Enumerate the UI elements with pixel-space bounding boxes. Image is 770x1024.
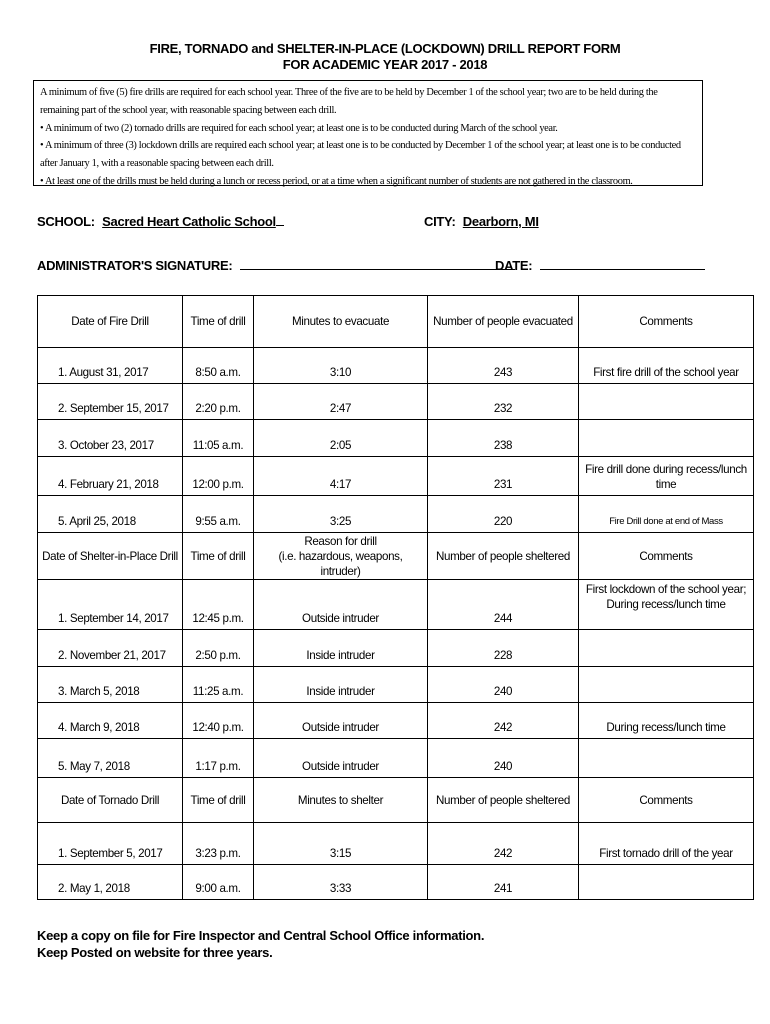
table-row: [38, 703, 754, 739]
date-label: DATE:: [495, 258, 533, 273]
shelter-header-people: Number of people sheltered: [428, 533, 579, 580]
fire-comment[interactable]: [579, 384, 754, 420]
fire-comment[interactable]: Fire drill done during recess/lunch time: [579, 457, 754, 496]
tornado-header-people: Number of people sheltered: [428, 778, 579, 823]
shelter-date[interactable]: 1. September 14, 2017: [38, 580, 183, 630]
fire-people[interactable]: 231: [428, 457, 579, 496]
fire-date[interactable]: 4. February 21, 2018: [38, 457, 183, 496]
shelter-people[interactable]: 242: [428, 703, 579, 739]
shelter-reason[interactable]: Inside intruder: [254, 667, 428, 703]
shelter-people[interactable]: 244: [428, 580, 579, 630]
table-row: [38, 630, 754, 667]
fire-people[interactable]: 232: [428, 384, 579, 420]
fire-minutes[interactable]: 4:17: [254, 457, 428, 496]
tornado-comment[interactable]: First tornado drill of the year: [579, 823, 754, 865]
fire-time[interactable]: 9:55 a.m.: [183, 496, 254, 533]
requirement-tornado: • A minimum of two (2) tornado drills are required for each school year; at least one is to be conducted during March of the school year.: [40, 122, 558, 134]
fire-header-comments: Comments: [579, 296, 754, 348]
table-row: [38, 420, 754, 457]
fire-time[interactable]: 12:00 p.m.: [183, 457, 254, 496]
fire-header-minutes: Minutes to evacuate: [254, 296, 428, 348]
fire-people[interactable]: 220: [428, 496, 579, 533]
tornado-header-minutes: Minutes to shelter: [254, 778, 428, 823]
tornado-header-time: Time of drill: [183, 778, 254, 823]
shelter-time[interactable]: 2:50 p.m.: [183, 630, 254, 667]
school-label: SCHOOL:: [37, 214, 95, 229]
tornado-time[interactable]: 9:00 a.m.: [183, 865, 254, 900]
school-value[interactable]: Sacred Heart Catholic School: [102, 214, 276, 229]
shelter-comment[interactable]: [579, 630, 754, 667]
table-row: [38, 384, 754, 420]
fire-header-people: Number of people evacuated: [428, 296, 579, 348]
shelter-reason[interactable]: Outside intruder: [254, 580, 428, 630]
fire-time[interactable]: 2:20 p.m.: [183, 384, 254, 420]
table-row: [38, 496, 754, 533]
fire-header-row: [38, 296, 754, 348]
fire-minutes[interactable]: 2:05: [254, 420, 428, 457]
shelter-reason[interactable]: Outside intruder: [254, 739, 428, 778]
city-value[interactable]: Dearborn, MI: [462, 214, 539, 229]
shelter-time[interactable]: 1:17 p.m.: [183, 739, 254, 778]
tornado-header-comments: Comments: [579, 778, 754, 823]
shelter-comment[interactable]: During recess/lunch time: [579, 703, 754, 739]
table-row: [38, 667, 754, 703]
shelter-header-date: Date of Shelter-in-Place Drill: [38, 533, 183, 580]
tornado-date[interactable]: 1. September 5, 2017: [38, 823, 183, 865]
fire-minutes[interactable]: 3:10: [254, 348, 428, 384]
shelter-date[interactable]: 5. May 7, 2018: [38, 739, 183, 778]
table-row: [38, 865, 754, 900]
footer-notes: [37, 927, 484, 961]
fire-people[interactable]: 243: [428, 348, 579, 384]
requirement-lockdown: • A minimum of three (3) lockdown drills are required each school year; at least one is to be conducted by December 1 of the school year; at least one is to be conducted after January 1, with a reasonable spacing between each drill.: [40, 140, 681, 170]
fire-people[interactable]: 238: [428, 420, 579, 457]
shelter-date[interactable]: 2. November 21, 2017: [38, 630, 183, 667]
shelter-comment[interactable]: First lockdown of the school year; During recess/lunch time: [579, 580, 754, 630]
school-underline: [276, 215, 284, 226]
requirements-box: [33, 80, 703, 186]
shelter-time[interactable]: 12:45 p.m.: [183, 580, 254, 630]
tornado-header-date: Date of Tornado Drill: [38, 778, 183, 823]
tornado-comment[interactable]: [579, 865, 754, 900]
shelter-comment[interactable]: [579, 667, 754, 703]
fire-comment[interactable]: [579, 420, 754, 457]
drill-report-table: [37, 295, 754, 900]
table-row: [38, 580, 754, 630]
shelter-header-reason: [254, 533, 428, 580]
shelter-reason[interactable]: Inside intruder: [254, 630, 428, 667]
shelter-header-row: [38, 533, 754, 580]
date-field: [495, 258, 705, 273]
fire-time[interactable]: 8:50 a.m.: [183, 348, 254, 384]
footer-line-2: Keep Posted on website for three years.: [37, 945, 273, 960]
shelter-time[interactable]: 11:25 a.m.: [183, 667, 254, 703]
requirement-lunch: • At least one of the drills must be held during a lunch or recess period, or at a time when a significant number of students are not gathered in the classroom.: [40, 175, 633, 187]
tornado-people[interactable]: 242: [428, 823, 579, 865]
shelter-header-reason-line2: (i.e. hazardous, weapons, intruder): [278, 549, 403, 578]
city-field: [424, 214, 539, 229]
shelter-header-comments: Comments: [579, 533, 754, 580]
shelter-reason[interactable]: Outside intruder: [254, 703, 428, 739]
fire-minutes[interactable]: 2:47: [254, 384, 428, 420]
shelter-people[interactable]: 240: [428, 667, 579, 703]
school-field: [37, 214, 284, 229]
tornado-time[interactable]: 3:23 p.m.: [183, 823, 254, 865]
fire-header-time: Time of drill: [183, 296, 254, 348]
tornado-header-row: [38, 778, 754, 823]
table-row: [38, 823, 754, 865]
signature-field: [37, 258, 515, 273]
shelter-people[interactable]: 240: [428, 739, 579, 778]
form-title: FIRE, TORNADO and SHELTER-IN-PLACE (LOCKDOWN) DRILL REPORT FORM: [149, 41, 621, 56]
table-row: [38, 739, 754, 778]
shelter-header-reason-line1: Reason for drill: [304, 534, 377, 548]
tornado-minutes[interactable]: 3:15: [254, 823, 428, 865]
fire-date[interactable]: 3. October 23, 2017: [38, 420, 183, 457]
requirement-fire: A minimum of five (5) fire drills are required for each school year. Three of the five are to be held by December 1 of the school year; two are to be held during the remaining part of the school year, with reasonable spacing between each drill.: [40, 87, 658, 116]
fire-date[interactable]: 5. April 25, 2018: [38, 496, 183, 533]
city-label: CITY:: [424, 214, 456, 229]
fire-header-date: Date of Fire Drill: [38, 296, 183, 348]
fire-comment[interactable]: Fire Drill done at end of Mass: [579, 496, 754, 533]
signature-label: ADMINISTRATOR'S SIGNATURE:: [37, 258, 233, 273]
fire-date[interactable]: 2. September 15, 2017: [38, 384, 183, 420]
tornado-people[interactable]: 241: [428, 865, 579, 900]
tornado-minutes[interactable]: 3:33: [254, 865, 428, 900]
fire-comment[interactable]: First fire drill of the school year: [579, 348, 754, 384]
table-row: [38, 457, 754, 496]
footer-line-1: Keep a copy on file for Fire Inspector and Central School Office information.: [37, 928, 485, 943]
table-row: [38, 348, 754, 384]
shelter-people[interactable]: 228: [428, 630, 579, 667]
fire-date[interactable]: 1. August 31, 2017: [38, 348, 183, 384]
shelter-date[interactable]: 4. March 9, 2018: [38, 703, 183, 739]
signature-line[interactable]: [240, 259, 515, 270]
shelter-time[interactable]: 12:40 p.m.: [183, 703, 254, 739]
tornado-date[interactable]: 2. May 1, 2018: [38, 865, 183, 900]
shelter-comment[interactable]: [579, 739, 754, 778]
shelter-date[interactable]: 3. March 5, 2018: [38, 667, 183, 703]
date-line[interactable]: [540, 259, 705, 270]
shelter-header-time: Time of drill: [183, 533, 254, 580]
fire-time[interactable]: 11:05 a.m.: [183, 420, 254, 457]
fire-minutes[interactable]: 3:25: [254, 496, 428, 533]
form-subtitle: FOR ACADEMIC YEAR 2017 - 2018: [282, 57, 488, 72]
